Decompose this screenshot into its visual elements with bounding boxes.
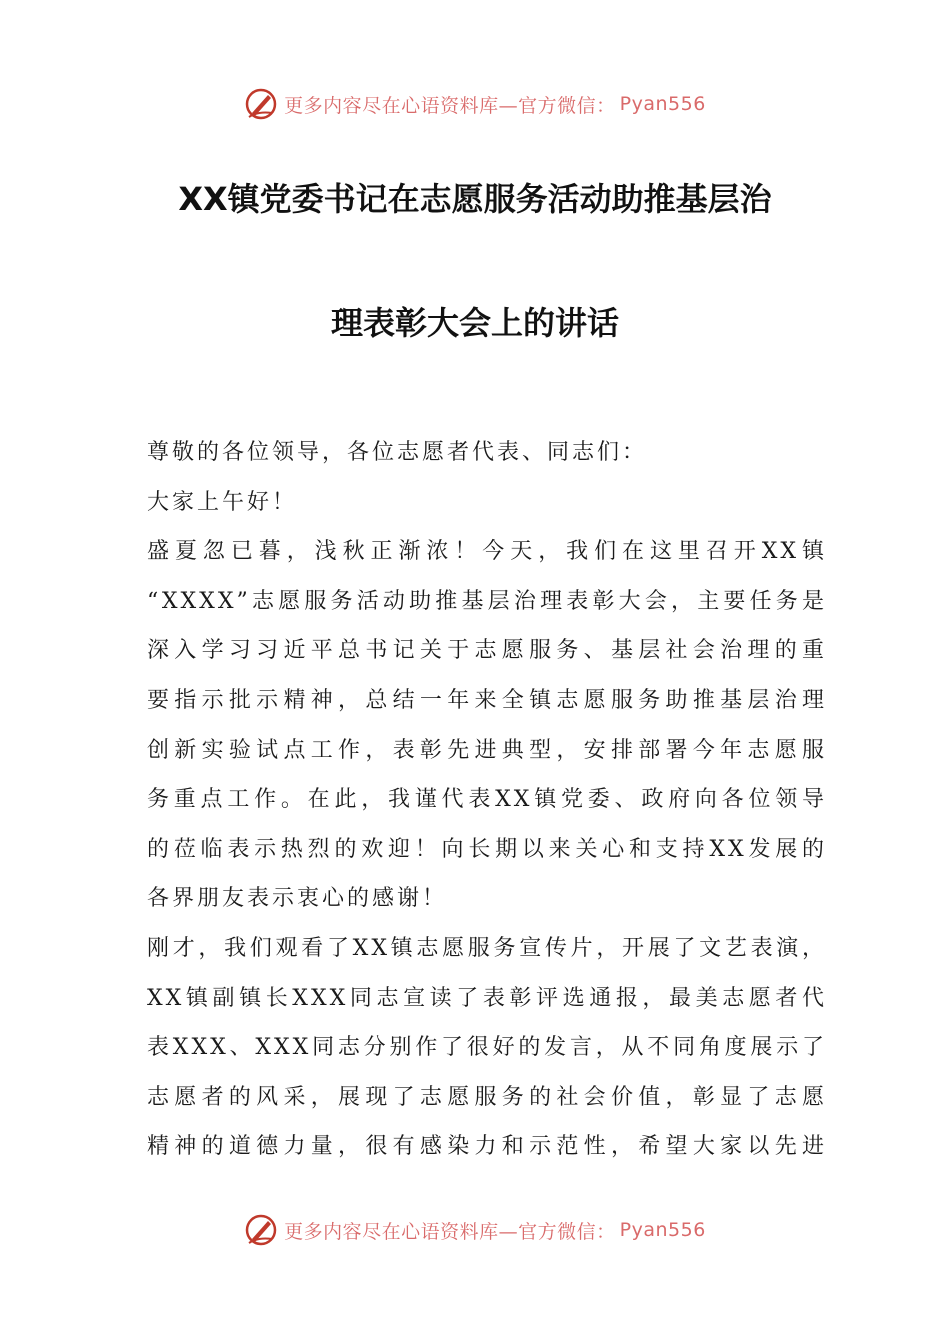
footer-watermark [0,1210,950,1250]
document-title-line-2: 理表彰大会上的讲话 [330,304,619,342]
body-line: 刚才，我们观看了XX镇志愿服务宣传片，开展了文艺表演， [147,935,827,961]
body-line: 各界朋友表示衷心的感谢！ [147,886,448,912]
body-line: 表XXX、XXX同志分别作了很好的发言，从不同角度展示了 [147,1035,827,1061]
watermark-text: 更多内容尽在心语资料库—官方微信： [284,94,616,117]
body-line: 精神的道德力量，很有感染力和示范性，希望大家以先进 [147,1134,827,1160]
body-line: 盛夏忽已暮，浅秋正渐浓！今天，我们在这里召开XX镇 [147,539,827,565]
body-line: 志愿者的风采，展现了志愿服务的社会价值，彰显了志愿 [147,1084,827,1110]
watermark-wechat-id: Pyan556 [619,93,706,115]
body-line: 的莅临表示热烈的欢迎！向长期以来关心和支持XX发展的 [147,836,827,862]
body-line: XX镇副镇长XXX同志宣读了表彰评选通报，最美志愿者代 [147,985,827,1011]
body-line: 大家上午好！ [147,489,298,515]
watermark-wechat-id: Pyan556 [619,1219,706,1241]
body-line: 务重点工作。在此，我谨代表XX镇党委、政府向各位领导 [147,787,827,813]
pen-circle-logo-icon [244,87,278,121]
document-title-line-1: XX镇党委书记在志愿服务活动助推基层治 [178,180,772,218]
body-line: 要指示批示精神，总结一年来全镇志愿服务助推基层治理 [147,687,827,713]
body-line: 深入学习习近平总书记关于志愿服务、基层社会治理的重 [147,638,827,664]
watermark-text: 更多内容尽在心语资料库—官方微信： [284,1220,616,1243]
header-watermark [0,84,950,124]
pen-circle-logo-icon [244,1213,278,1247]
body-line: 尊敬的各位领导，各位志愿者代表、同志们： [147,440,648,465]
body-line: “XXXX”志愿服务活动助推基层治理表彰大会，主要任务是 [147,588,827,614]
body-line: 创新实验试点工作，表彰先进典型，安排部署今年志愿服 [147,737,827,763]
speech-body [147,428,827,1172]
